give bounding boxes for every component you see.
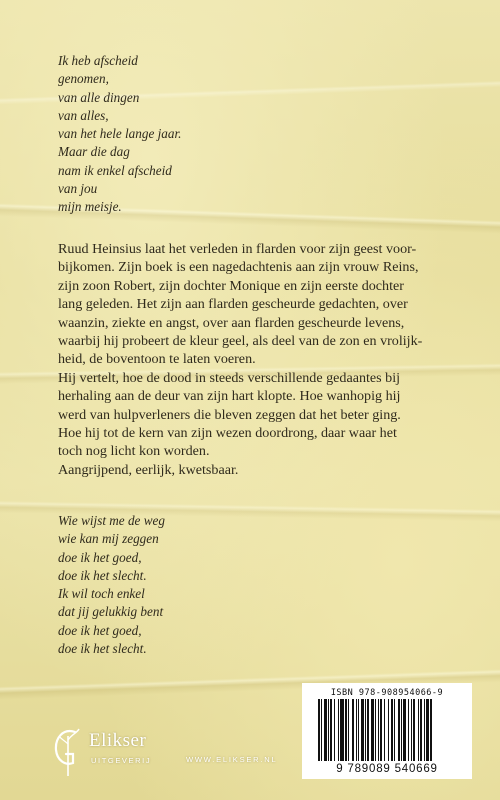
blurb-line: Hij vertelt, hoe de dood in steeds verschillende gedaantes bij xyxy=(58,369,401,386)
barcode-bar xyxy=(367,699,369,761)
poem-line: doe ik het goed, xyxy=(58,622,142,638)
barcode-bar xyxy=(371,699,374,761)
blurb-line: zijn zoon Robert, zijn dochter Monique en zijn eerste dochter xyxy=(58,277,404,294)
barcode-bar xyxy=(345,699,347,761)
blurb-line: werd van hulpverleners die bleven zeggen dat het beter ging. xyxy=(58,406,401,423)
blurb-line: heid, de boventoon te laten voeren. xyxy=(58,351,256,368)
barcode-bar xyxy=(375,699,376,761)
blurb-line: bijkomen. Zijn boek is een nagedachtenis aan zijn vrouw Reins, xyxy=(58,259,419,276)
publisher-subtitle: UITGEVERIJ xyxy=(91,756,152,765)
barcode-bar xyxy=(424,699,425,761)
isbn-barcode-box xyxy=(302,683,472,779)
barcode-bar xyxy=(348,699,349,761)
barcode-bar xyxy=(403,699,406,761)
barcode-bar xyxy=(328,699,329,761)
poem-line: doe ik het slecht. xyxy=(58,641,147,657)
barcode-bar xyxy=(411,699,412,761)
poem-line: nam ik enkel afscheid xyxy=(58,162,172,178)
blurb-line: lang geleden. Het zijn aan flarden gescheurde gedachten, over xyxy=(58,296,408,313)
closing-poem xyxy=(58,512,165,658)
blurb-line: toch nog licht kon worden. xyxy=(58,443,210,460)
barcode-bar xyxy=(384,699,385,761)
blurb-line: Ruud Heinsius laat het verleden in flarden voor zijn geest voor- xyxy=(58,241,417,257)
barcode-bar xyxy=(408,699,409,761)
blurb-line: waarbij hij probeert de kleur geel, als deel van de zon en vrolijk- xyxy=(58,333,423,350)
barcode-bar xyxy=(340,699,344,761)
barcode-bar xyxy=(334,699,335,761)
barcode-bar xyxy=(338,699,339,761)
barcode-bar xyxy=(365,699,366,761)
barcode-bar xyxy=(330,699,332,761)
poem-line: van alles, xyxy=(58,107,109,123)
poem-line: Maar die dag xyxy=(58,144,130,160)
poem-line: Ik heb afscheid xyxy=(58,53,138,68)
barcode-bar xyxy=(413,699,415,761)
barcode-bar xyxy=(426,699,429,761)
poem-line: mijn meisje. xyxy=(58,199,122,215)
barcode-bar xyxy=(318,699,320,761)
barcode-bars xyxy=(318,699,464,761)
isbn-label: ISBN 978-908954066-9 xyxy=(330,688,444,698)
blurb-line: herhaling aan de deur van zijn hart klopte. Hoe wanhopig hij xyxy=(58,388,401,405)
barcode-bar xyxy=(321,699,322,761)
poem-line: Wie wijst me de weg xyxy=(58,513,165,528)
barcode-bar xyxy=(418,699,419,761)
publisher-logo-icon xyxy=(53,726,83,778)
publisher-website: WWW.ELIKSER.NL xyxy=(186,755,278,764)
poem-line: Ik wil toch enkel xyxy=(58,586,145,602)
barcode-bar xyxy=(388,699,389,761)
blurb-line: Hoe hij tot de kern van zijn wezen doordrong, daar waar het xyxy=(58,425,397,442)
blurb-line: Aangrijpend, eerlijk, kwetsbaar. xyxy=(58,461,239,478)
poem-line: doe ik het slecht. xyxy=(58,567,147,583)
barcode-bar xyxy=(401,699,402,761)
barcode-bar xyxy=(361,699,364,761)
barcode-bar xyxy=(420,699,422,761)
book-blurb xyxy=(58,240,478,479)
poem-line: genomen, xyxy=(58,71,109,87)
publisher-name: Elikser xyxy=(89,730,147,751)
barcode-bar xyxy=(378,699,379,761)
poem-line: doe ik het goed, xyxy=(58,549,142,565)
opening-poem xyxy=(58,52,181,217)
poem-line: van alle dingen xyxy=(58,89,140,105)
barcode-bar xyxy=(356,699,357,761)
ean-digits: 9 789089 540669 xyxy=(336,763,438,775)
barcode-bar xyxy=(358,699,359,761)
barcode-bar xyxy=(391,699,393,761)
barcode-bar xyxy=(398,699,400,761)
blurb-line: waanzin, ziekte en angst, over aan flarden gescheurde levens, xyxy=(58,314,405,331)
barcode-bar xyxy=(430,699,432,761)
poem-line: wie kan mij zeggen xyxy=(58,531,159,547)
publisher-brand xyxy=(53,726,283,778)
poem-line: dat jij gelukkig bent xyxy=(58,604,164,620)
barcode-bar xyxy=(394,699,395,761)
poem-line: van jou xyxy=(58,181,98,197)
barcode-bar xyxy=(324,699,327,761)
barcode-bar xyxy=(352,699,354,761)
poem-line: van het hele lange jaar. xyxy=(58,126,182,142)
barcode-bar xyxy=(380,699,382,761)
